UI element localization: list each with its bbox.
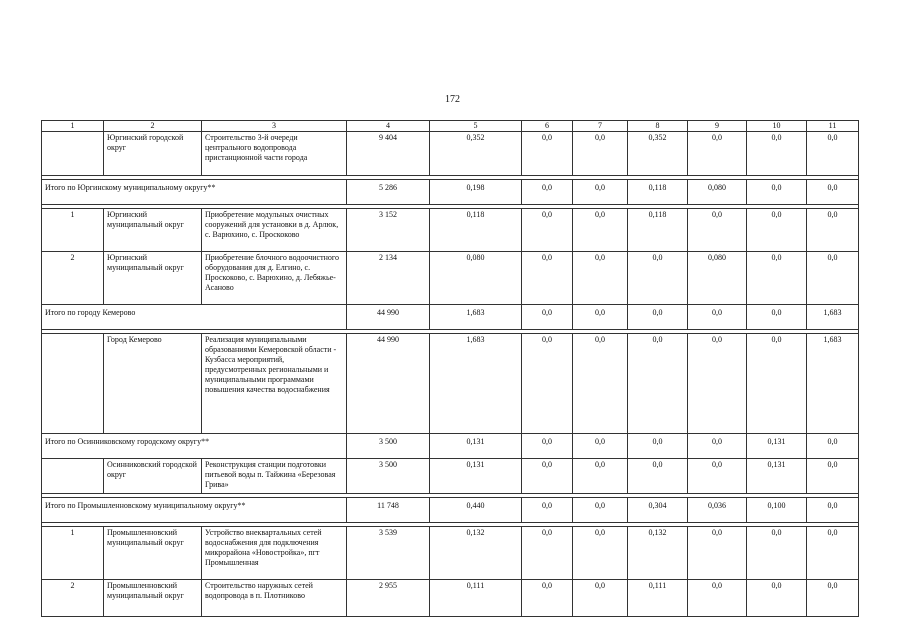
- project-description: Реализация муниципальными образованиями Кемеровской области - Кузбасса мероприятий, предусмотренных региональными и муниципальными программами повышения качества водоснабжения: [202, 334, 347, 434]
- table-row: [42, 527, 859, 580]
- row-number: 2: [42, 580, 104, 617]
- value-cell: 0,0: [747, 527, 807, 580]
- value-cell: 2 134: [347, 252, 430, 305]
- row-number: [42, 459, 104, 494]
- value-cell: 0,0: [628, 305, 688, 330]
- value-cell: 0,0: [573, 459, 628, 494]
- value-cell: 0,0: [807, 527, 859, 580]
- value-cell: 3 539: [347, 527, 430, 580]
- value-cell: 0,080: [688, 252, 747, 305]
- value-cell: 0,0: [688, 305, 747, 330]
- value-cell: 44 990: [347, 305, 430, 330]
- value-cell: 0,0: [522, 527, 573, 580]
- value-cell: 0,0: [807, 209, 859, 252]
- column-number-7: 7: [573, 121, 628, 132]
- value-cell: 0,0: [522, 498, 573, 523]
- column-number-1: 1: [42, 121, 104, 132]
- value-cell: 0,0: [807, 459, 859, 494]
- column-number-10: 10: [747, 121, 807, 132]
- value-cell: 0,0: [688, 434, 747, 459]
- project-description: Строительство наружных сетей водопровода в п. Плотниково: [202, 580, 347, 617]
- column-number-8: 8: [628, 121, 688, 132]
- value-cell: 0,0: [688, 580, 747, 617]
- value-cell: 0,0: [747, 580, 807, 617]
- total-row: [42, 180, 859, 205]
- value-cell: 0,0: [628, 252, 688, 305]
- value-cell: 0,0: [688, 334, 747, 434]
- value-cell: 0,0: [573, 580, 628, 617]
- column-number-11: 11: [807, 121, 859, 132]
- water-supply-table: [41, 120, 859, 617]
- value-cell: 0,0: [522, 180, 573, 205]
- column-number-6: 6: [522, 121, 573, 132]
- value-cell: 0,0: [807, 498, 859, 523]
- total-label: Итого по Осинниковскому городскому округу**: [42, 434, 347, 459]
- column-number-2: 2: [104, 121, 202, 132]
- value-cell: 2 955: [347, 580, 430, 617]
- value-cell: 3 500: [347, 459, 430, 494]
- table-row: [42, 334, 859, 434]
- project-description: Устройство внеквартальных сетей водоснабжения для подключения микрорайона «Новостройка», пгт Промышленная: [202, 527, 347, 580]
- value-cell: 1,683: [430, 334, 522, 434]
- district-name: Юргинский городской округ: [104, 132, 202, 176]
- value-cell: 0,0: [628, 459, 688, 494]
- district-name: Промышленновский муниципальный округ: [104, 580, 202, 617]
- value-cell: 9 404: [347, 132, 430, 176]
- value-cell: 0,0: [573, 252, 628, 305]
- total-label: Итого по Юргинскому муниципальному округу**: [42, 180, 347, 205]
- value-cell: 0,198: [430, 180, 522, 205]
- value-cell: 0,0: [573, 498, 628, 523]
- value-cell: 0,0: [573, 334, 628, 434]
- value-cell: 1,683: [807, 334, 859, 434]
- value-cell: 0,352: [628, 132, 688, 176]
- value-cell: 0,0: [522, 209, 573, 252]
- value-cell: 0,0: [688, 132, 747, 176]
- value-cell: 0,0: [522, 132, 573, 176]
- value-cell: 0,0: [573, 305, 628, 330]
- total-row: [42, 305, 859, 330]
- total-label: Итого по городу Кемерово: [42, 305, 347, 330]
- column-number-5: 5: [430, 121, 522, 132]
- value-cell: 0,0: [807, 434, 859, 459]
- column-number-row: [42, 121, 859, 132]
- value-cell: 0,0: [807, 580, 859, 617]
- table-row: [42, 209, 859, 252]
- table-row: [42, 459, 859, 494]
- value-cell: 0,036: [688, 498, 747, 523]
- page-number: 172: [445, 94, 460, 105]
- value-cell: 0,0: [747, 209, 807, 252]
- column-number-4: 4: [347, 121, 430, 132]
- project-description: Реконструкция станции подготовки питьевой воды п. Тайжина «Березовая Грива»: [202, 459, 347, 494]
- total-row: [42, 498, 859, 523]
- value-cell: 0,0: [747, 305, 807, 330]
- value-cell: 0,352: [430, 132, 522, 176]
- value-cell: 0,0: [688, 459, 747, 494]
- row-number: 1: [42, 209, 104, 252]
- table-row: [42, 132, 859, 176]
- value-cell: 0,080: [430, 252, 522, 305]
- value-cell: 1,683: [807, 305, 859, 330]
- project-description: Строительство 3-й очереди центрального водопровода пристанционной части города: [202, 132, 347, 176]
- value-cell: 0,131: [747, 459, 807, 494]
- value-cell: 11 748: [347, 498, 430, 523]
- total-label: Итого по Промышленновскому муниципальному округу**: [42, 498, 347, 523]
- value-cell: 0,0: [628, 334, 688, 434]
- value-cell: 0,0: [522, 434, 573, 459]
- value-cell: 0,118: [628, 180, 688, 205]
- value-cell: 0,111: [628, 580, 688, 617]
- value-cell: 0,0: [688, 209, 747, 252]
- column-number-9: 9: [688, 121, 747, 132]
- value-cell: 0,131: [430, 434, 522, 459]
- value-cell: 0,0: [573, 209, 628, 252]
- district-name: Юргинский муниципальный округ: [104, 252, 202, 305]
- value-cell: 0,304: [628, 498, 688, 523]
- row-number: 1: [42, 527, 104, 580]
- project-description: Приобретение модульных очистных сооружений для установки в д. Арлюк, с. Варюхино, с. Проскоково: [202, 209, 347, 252]
- value-cell: 0,0: [522, 334, 573, 434]
- value-cell: 1,683: [430, 305, 522, 330]
- value-cell: 0,0: [807, 180, 859, 205]
- value-cell: 0,0: [573, 180, 628, 205]
- district-name: Осинниковский городской округ: [104, 459, 202, 494]
- value-cell: 0,0: [573, 527, 628, 580]
- value-cell: 0,132: [430, 527, 522, 580]
- column-number-3: 3: [202, 121, 347, 132]
- district-name: Город Кемерово: [104, 334, 202, 434]
- value-cell: 0,440: [430, 498, 522, 523]
- value-cell: 0,0: [522, 580, 573, 617]
- value-cell: 0,118: [628, 209, 688, 252]
- value-cell: 5 286: [347, 180, 430, 205]
- value-cell: 0,0: [522, 252, 573, 305]
- value-cell: 0,100: [747, 498, 807, 523]
- value-cell: 0,0: [747, 132, 807, 176]
- value-cell: 0,0: [747, 334, 807, 434]
- row-number: 2: [42, 252, 104, 305]
- district-name: Промышленновский муниципальный округ: [104, 527, 202, 580]
- row-number: [42, 334, 104, 434]
- district-name: Юргинский муниципальный округ: [104, 209, 202, 252]
- value-cell: 3 500: [347, 434, 430, 459]
- total-row: [42, 434, 859, 459]
- value-cell: 0,0: [573, 434, 628, 459]
- value-cell: 0,0: [747, 252, 807, 305]
- value-cell: 0,118: [430, 209, 522, 252]
- value-cell: 0,0: [522, 459, 573, 494]
- project-description: Приобретение блочного водоочистного оборудования для д. Елгино, с. Проскоково, с. Варюхино, д. Лебяжье-Асаново: [202, 252, 347, 305]
- value-cell: 44 990: [347, 334, 430, 434]
- value-cell: 0,132: [628, 527, 688, 580]
- row-number: [42, 132, 104, 176]
- value-cell: 0,0: [522, 305, 573, 330]
- value-cell: 0,0: [747, 180, 807, 205]
- value-cell: 0,0: [573, 132, 628, 176]
- value-cell: 0,0: [807, 132, 859, 176]
- value-cell: 0,111: [430, 580, 522, 617]
- value-cell: 0,080: [688, 180, 747, 205]
- value-cell: 0,131: [430, 459, 522, 494]
- table-row: [42, 580, 859, 617]
- value-cell: 0,0: [688, 527, 747, 580]
- value-cell: 0,131: [747, 434, 807, 459]
- value-cell: 3 152: [347, 209, 430, 252]
- value-cell: 0,0: [628, 434, 688, 459]
- value-cell: 0,0: [807, 252, 859, 305]
- table-row: [42, 252, 859, 305]
